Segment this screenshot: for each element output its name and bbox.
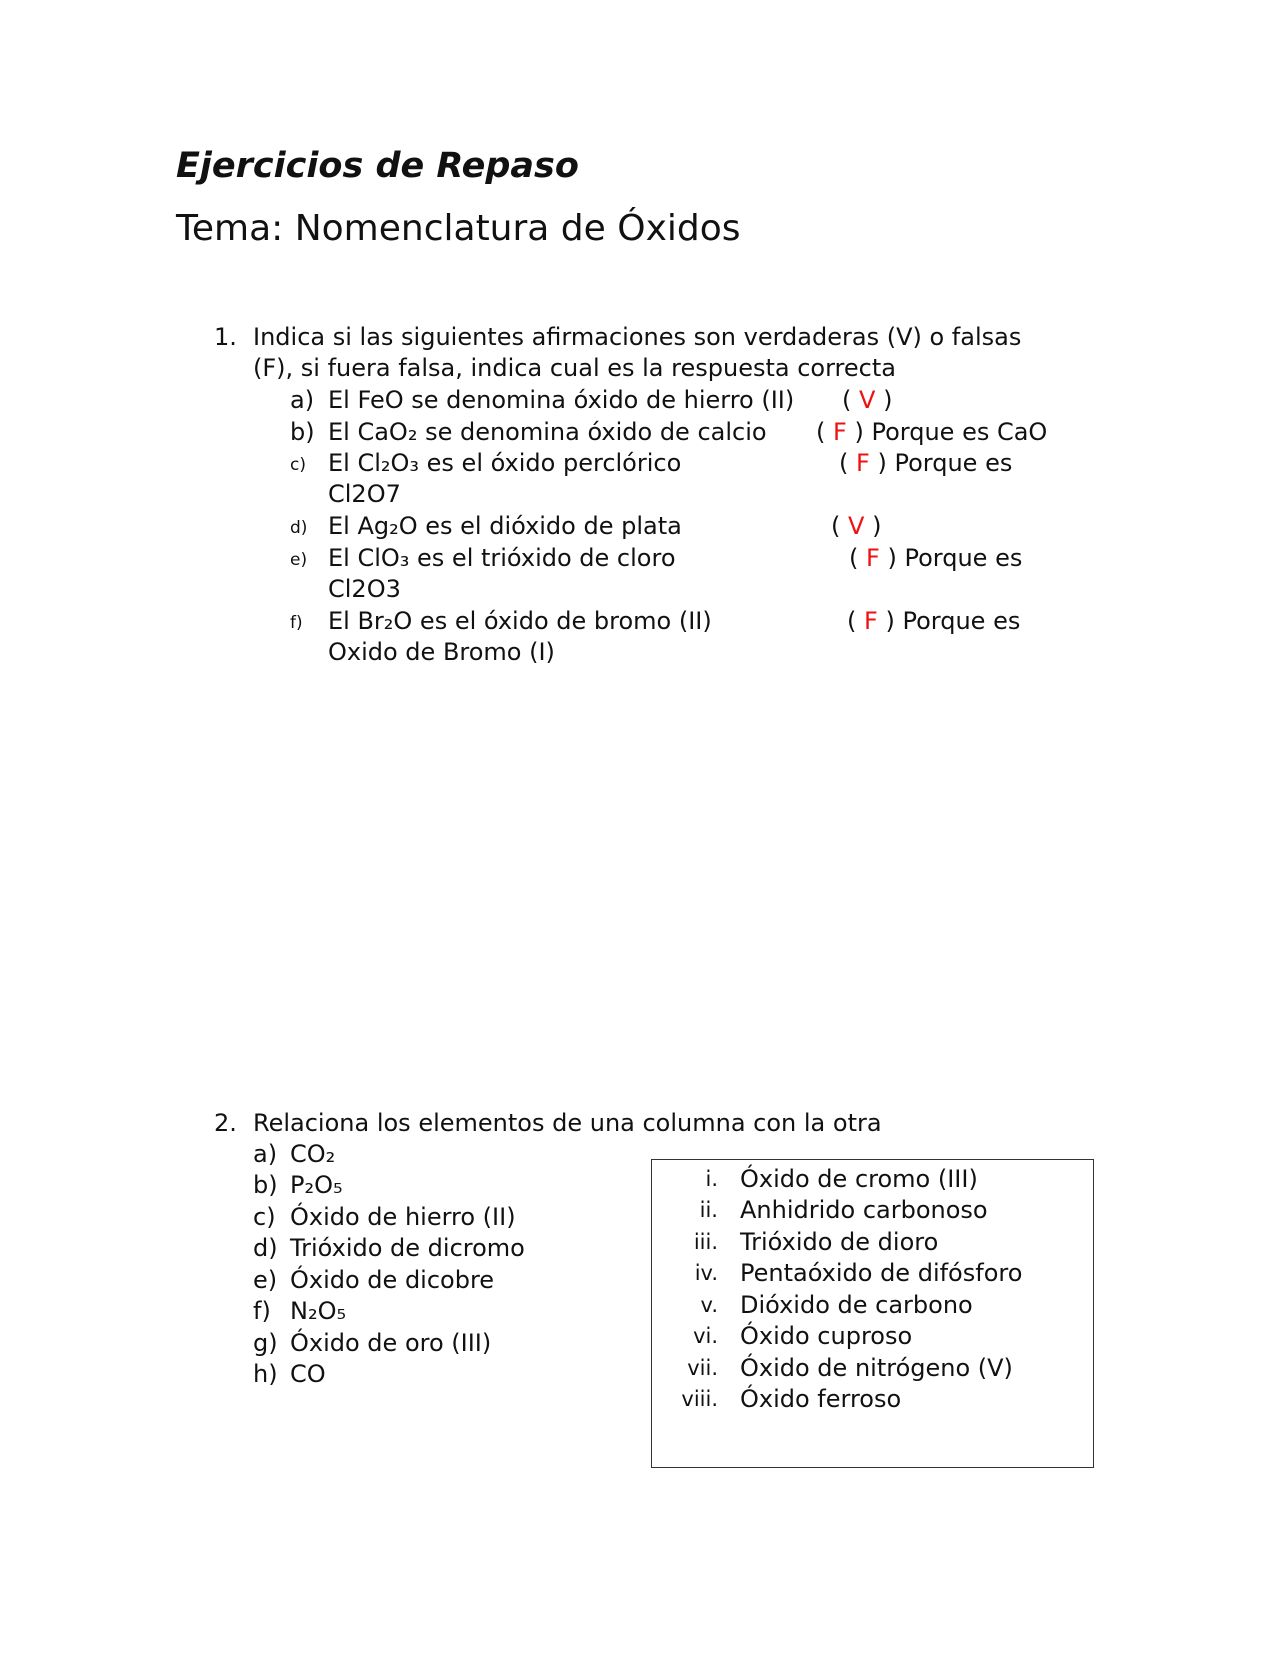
- left-item-label: g): [253, 1329, 278, 1357]
- correction-note: Porque es: [902, 607, 1021, 635]
- left-item-text: CO: [290, 1360, 326, 1388]
- right-item-label: iv.: [694, 1261, 718, 1285]
- left-item-text: N₂O₅: [290, 1297, 347, 1325]
- right-item-label: ii.: [699, 1198, 718, 1222]
- paren-close: ): [887, 544, 897, 572]
- left-item-text: Óxido de oro (III): [290, 1329, 492, 1357]
- right-item-text: Óxido de cromo (III): [740, 1165, 978, 1193]
- left-item-text: P₂O₅: [290, 1171, 343, 1199]
- answer-mark: F: [833, 418, 847, 446]
- q1-item-answer-group: [847, 606, 1020, 637]
- right-item-text: Pentaóxido de difósforo: [740, 1259, 1023, 1287]
- left-item-text: Óxido de dicobre: [290, 1266, 495, 1294]
- right-item-text: Óxido de nitrógeno (V): [740, 1354, 1013, 1382]
- paren-close: ): [872, 512, 882, 540]
- correction-continuation: Oxido de Bromo (I): [328, 638, 555, 666]
- q1-item-statement: El Br₂O es el óxido de bromo (II): [328, 607, 712, 635]
- q1-item-answer-group: [849, 543, 1022, 574]
- q2-text: Relaciona los elementos de una columna con la otra: [253, 1109, 882, 1137]
- answer-mark: F: [866, 544, 880, 572]
- right-item-label: v.: [700, 1293, 718, 1317]
- q1-item-statement: El Ag₂O es el dióxido de plata: [328, 512, 682, 540]
- right-item-label: iii.: [693, 1230, 718, 1254]
- right-item-label: vii.: [687, 1356, 718, 1380]
- q1-text-line2: (F), si fuera falsa, indica cual es la respuesta correcta: [253, 354, 896, 382]
- correction-continuation: Cl2O7: [328, 480, 401, 508]
- right-item-label: viii.: [681, 1387, 718, 1411]
- q1-item-statement: El Cl₂O₃ es el óxido perclórico: [328, 449, 682, 477]
- left-item-label: d): [253, 1234, 278, 1262]
- paren-close: ): [883, 386, 893, 414]
- left-item-text: Óxido de hierro (II): [290, 1203, 516, 1231]
- paren-open: (: [831, 512, 841, 540]
- q1-item-answer-group: [816, 417, 1047, 448]
- q1-item-label: b): [290, 418, 315, 446]
- q1-item-label: e): [290, 550, 308, 570]
- right-item-label: vi.: [693, 1324, 718, 1348]
- paren-open: (: [839, 449, 849, 477]
- matching-box: [651, 1159, 1094, 1468]
- right-item-text: Óxido cuproso: [740, 1322, 913, 1350]
- answer-mark: F: [864, 607, 878, 635]
- left-item-label: e): [253, 1266, 278, 1294]
- correction-note: Porque es: [904, 544, 1023, 572]
- q1-item-statement: El FeO se denomina óxido de hierro (II): [328, 386, 795, 414]
- paren-close: ): [885, 607, 895, 635]
- right-item-text: Óxido ferroso: [740, 1385, 902, 1413]
- left-item-text: Trióxido de dicromo: [290, 1234, 525, 1262]
- right-item-text: Trióxido de dioro: [740, 1228, 939, 1256]
- right-item-text: Anhidrido carbonoso: [740, 1196, 988, 1224]
- answer-mark: V: [859, 386, 876, 414]
- q1-number: 1.: [214, 323, 237, 351]
- paren-close: ): [877, 449, 887, 477]
- q2-number: 2.: [214, 1109, 237, 1137]
- left-item-label: f): [253, 1297, 271, 1325]
- q1-item-statement: El ClO₃ es el trióxido de cloro: [328, 544, 676, 572]
- answer-mark: V: [848, 512, 865, 540]
- paren-close: ): [854, 418, 864, 446]
- q1-item-answer-group: [842, 385, 892, 416]
- paren-open: (: [816, 418, 826, 446]
- left-item-label: c): [253, 1203, 276, 1231]
- q1-text-line1: Indica si las siguientes afirmaciones son verdaderas (V) o falsas: [253, 323, 1022, 351]
- q1-item-answer-group: [831, 511, 881, 542]
- left-item-label: h): [253, 1360, 278, 1388]
- correction-continuation: Cl2O3: [328, 575, 401, 603]
- q1-item-label: a): [290, 386, 315, 414]
- document-subtitle: Tema: Nomenclatura de Óxidos: [176, 208, 741, 249]
- q1-item-statement: El CaO₂ se denomina óxido de calcio: [328, 418, 767, 446]
- paren-open: (: [849, 544, 859, 572]
- left-item-text: CO₂: [290, 1140, 336, 1168]
- correction-note: Porque es: [894, 449, 1013, 477]
- left-item-label: a): [253, 1140, 278, 1168]
- paren-open: (: [847, 607, 857, 635]
- correction-note: Porque es CaO: [871, 418, 1048, 446]
- answer-mark: F: [856, 449, 870, 477]
- paren-open: (: [842, 386, 852, 414]
- q1-item-answer-group: [839, 448, 1012, 479]
- q1-item-label: c): [290, 455, 306, 475]
- q1-item-label: d): [290, 518, 308, 538]
- right-item-label: i.: [705, 1167, 718, 1191]
- left-item-label: b): [253, 1171, 278, 1199]
- q1-item-label: f): [290, 613, 303, 633]
- document-title: Ejercicios de Repaso: [176, 146, 579, 186]
- right-item-text: Dióxido de carbono: [740, 1291, 973, 1319]
